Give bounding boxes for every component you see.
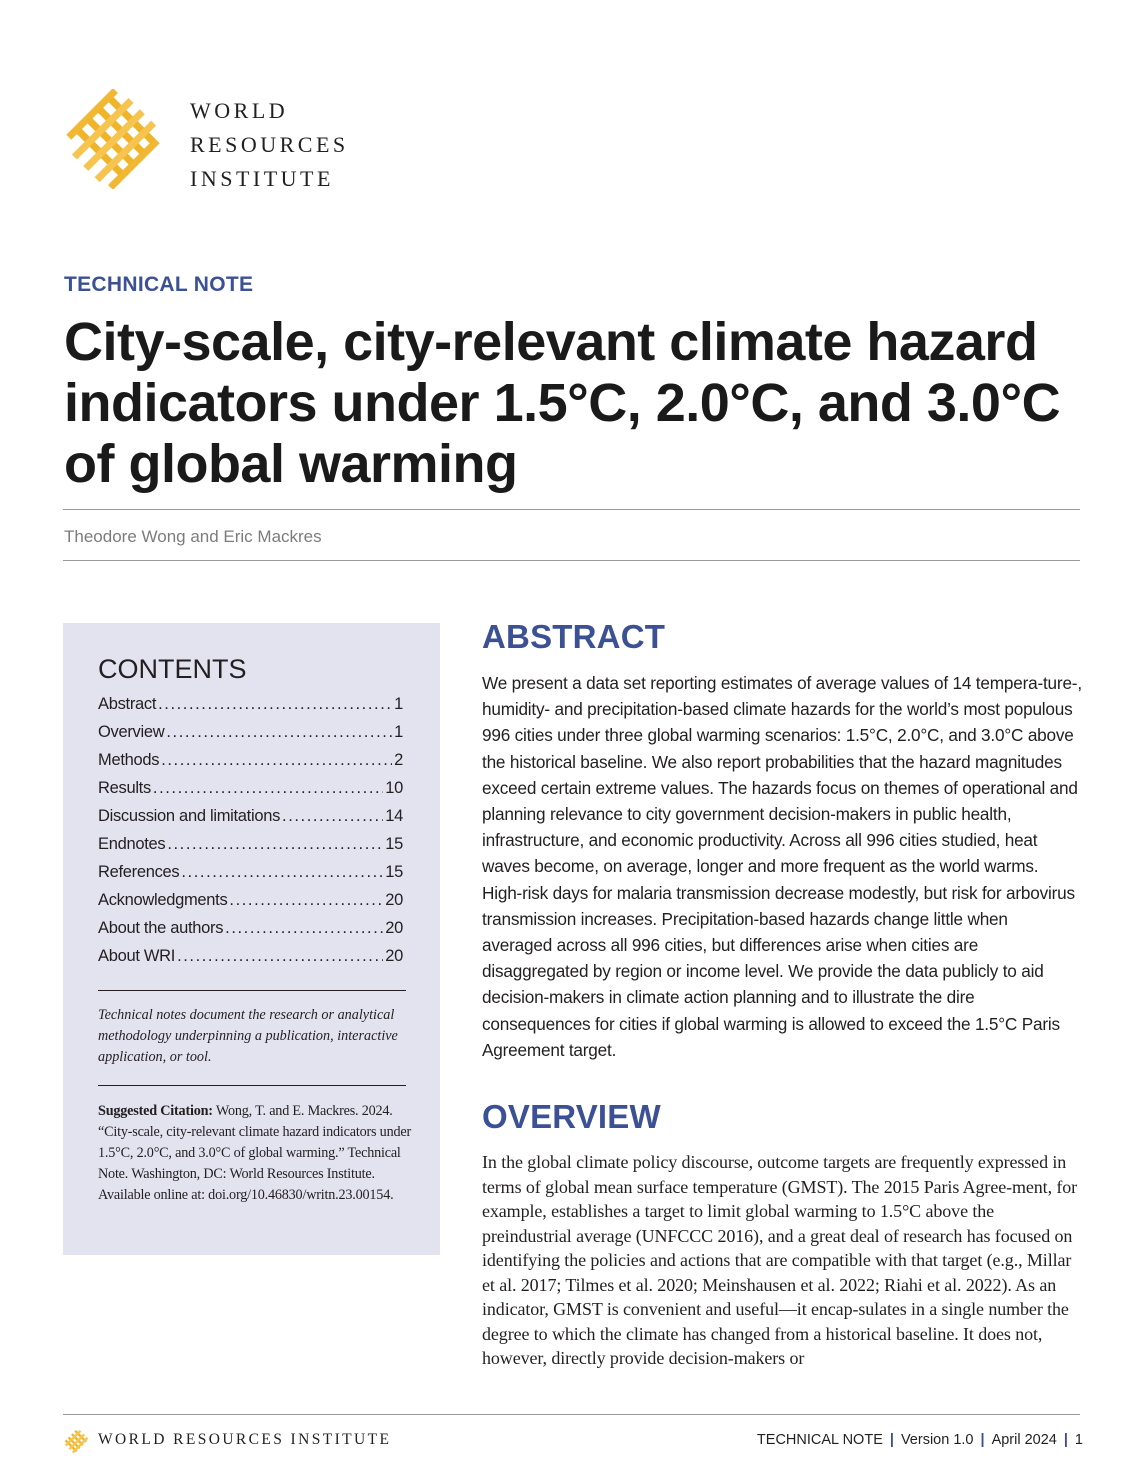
toc-label: Overview [98,723,165,741]
toc-item-acknowledgments[interactable] [98,886,403,914]
toc-item-discussion[interactable] [98,802,403,830]
document-type-label: TECHNICAL NOTE [64,273,254,296]
toc-item-overview[interactable] [98,718,403,746]
footer-doc-type: TECHNICAL NOTE [756,1432,883,1448]
sidebar-divider [98,990,406,991]
wri-logo-mark-icon [63,1428,89,1454]
citation-label: Suggested Citation: [98,1103,213,1119]
wri-wordmark [190,94,349,196]
toc-page: 20 [385,891,403,909]
suggested-citation [98,1101,413,1206]
toc-page: 2 [394,751,403,769]
toc-page: 20 [385,919,403,937]
toc-label: Abstract [98,695,157,713]
table-of-contents [98,690,403,970]
toc-page: 1 [394,723,403,741]
contents-sidebar [63,623,440,1255]
toc-label: Methods [98,751,160,769]
footer-org-name: WORLD RESOURCES INSTITUTE [98,1431,392,1448]
toc-item-abstract[interactable] [98,690,403,718]
toc-page: 1 [394,695,403,713]
overview-heading: OVERVIEW [482,1098,661,1135]
toc-label: Results [98,779,151,797]
footer-meta: TECHNICAL NOTE | Version 1.0 | April 2024 | 1 [756,1432,1083,1448]
document-title: City-scale, city-relevant climate hazard indicators under 1.5°C, 2.0°C, and 3.0°C of global warming [64,312,1061,494]
toc-item-endnotes[interactable] [98,830,403,858]
toc-label: Discussion and limitations [98,807,281,825]
toc-label: Endnotes [98,835,166,853]
toc-page: 14 [385,807,403,825]
abstract-heading: ABSTRACT [482,618,666,655]
footer-date: April 2024 [991,1432,1057,1448]
toc-item-references[interactable] [98,858,403,886]
technical-note-description: Technical notes document the research or analytical methodology underpinning a publication, interactive application, or tool. [98,1007,398,1065]
authors-divider [63,560,1080,561]
authors: Theodore Wong and Eric Mackres [64,527,322,546]
toc-item-about-wri[interactable] [98,942,403,970]
toc-page: 15 [385,835,403,853]
title-divider [63,509,1080,510]
toc-item-methods[interactable] [98,746,403,774]
toc-label: About the authors [98,919,224,937]
toc-item-results[interactable] [98,774,403,802]
toc-page: 10 [385,779,403,797]
wordmark-line: WORLD [190,98,289,123]
toc-label: About WRI [98,947,176,965]
footer-version: Version 1.0 [900,1432,974,1448]
toc-item-about-authors[interactable] [98,914,403,942]
wri-logo-mark-icon [63,89,163,189]
wordmark-line: INSTITUTE [190,166,334,191]
wri-logo [63,89,163,189]
footer-divider [63,1414,1080,1415]
overview-text: In the global climate policy discourse, outcome targets are frequently expressed in terms of global mean surface temperature (GMST). The 2015 Paris Agree-ment, for example, establishes a target to limit global warming to 1.5°C above the preindustrial average (UNFCCC 2016), and a great deal of research has focused on identifying the policies and actions that are compatible with that target (e.g., Millar et al. 2017; Tilmes et al. 2020; Meinshausen et al. 2022; Riahi et al. 2022). As an indicator, GMST is convenient and useful—it encap-sulates in a single number the degree to which the climate has changed from a historical baseline. It does not, however, directly provide decision-makers or [482,1152,1078,1368]
sidebar-divider [98,1085,406,1086]
footer-logo [63,1428,89,1454]
toc-page: 15 [385,863,403,881]
page-number: 1 [1074,1432,1083,1448]
toc-label: Acknowledgments [98,891,228,909]
citation-text: Wong, T. and E. Mackres. 2024. “City-scale, city-relevant climate hazard indicators under 1.5°C, 2.0°C, and 3.0°C of global warming.” Technical Note. Washington, DC: World Resources Institute. Available online at: doi.org/10.46830/writn.23.00154. [98,1103,411,1203]
toc-label: References [98,863,180,881]
contents-heading: CONTENTS [98,654,247,684]
wordmark-line: RESOURCES [190,132,349,157]
toc-page: 20 [385,947,403,965]
abstract-text: We present a data set reporting estimates of average values of 14 tempera-ture-, humidity- and precipitation-based climate hazards for the world’s most populous 996 cities under three global warming scenarios: 1.5°C, 2.0°C, and 3.0°C above the historical baseline. We also report probabilities that the hazard magnitudes exceed certain extreme values. The hazards focus on themes of operational and planning relevance to city government decision-makers in public health, infrastructure, and economic productivity. Across all 996 cities studied, heat waves become, on average, longer and more frequent as the world warms. High-risk days for malaria transmission decrease modestly, but risk for arbovirus transmission increases. Precipitation-based hazards change little when averaged across all 996 cities, but differences arise when cities are disaggregated by region or income level. We provide the data publicly to aid decision-makers in climate action planning and to illustrate the dire consequences for cities if global warming is allowed to exceed the 1.5°C Paris Agreement target. [482,673,1082,1060]
